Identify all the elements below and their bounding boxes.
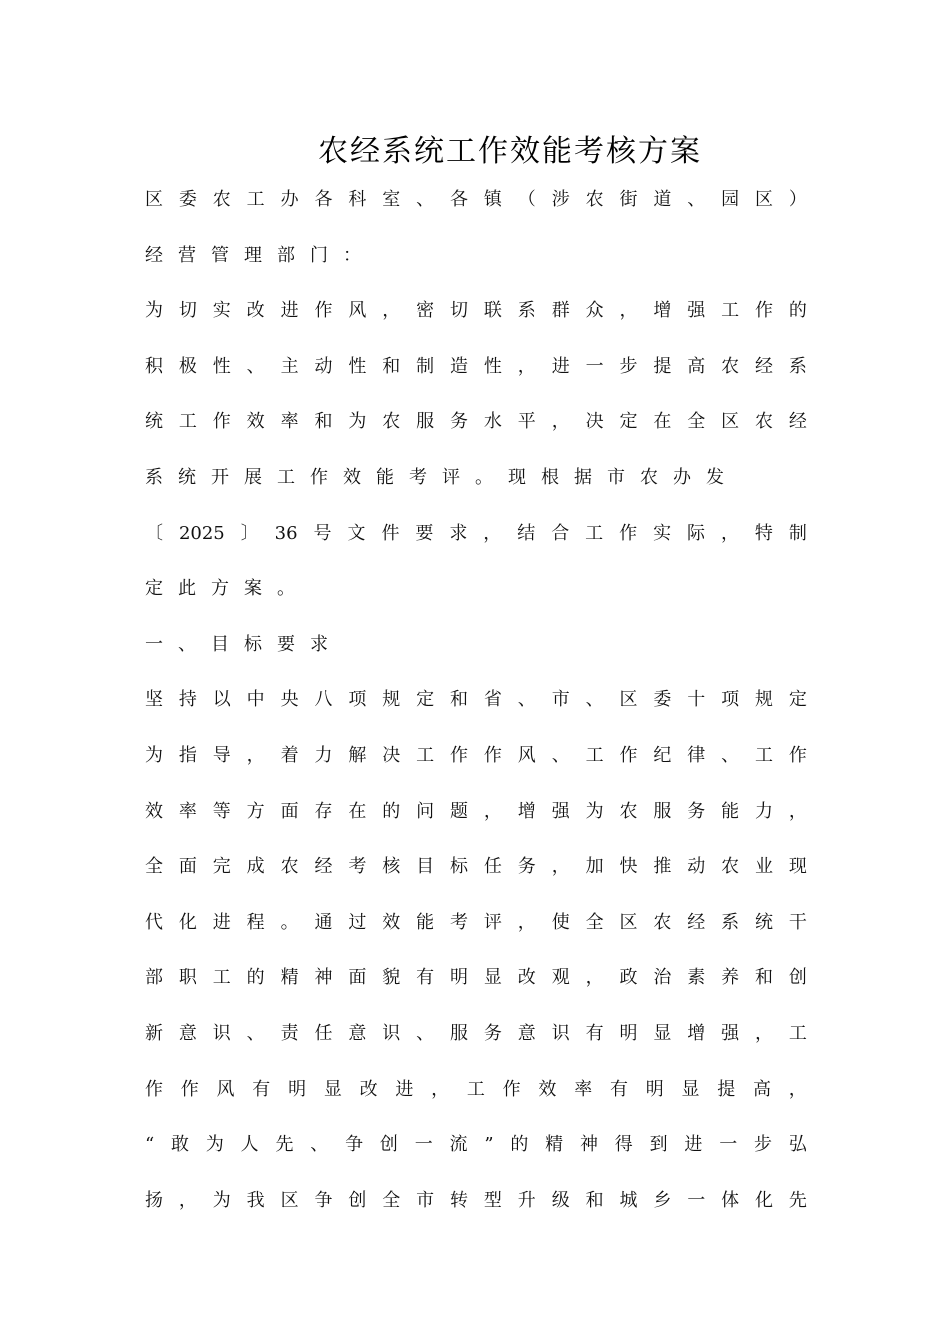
body-line: 〔 2025 〕 36 号 文 件 要 求 ， 结 合 工 作 实 际 ， 特 制 <box>145 523 807 544</box>
body-line: 定 此 方 案 。 <box>145 578 295 599</box>
body-line: 为 切 实 改 进 作 风 ， 密 切 联 系 群 众 ， 增 强 工 作 的 <box>145 300 807 321</box>
body-line: 新 意 识 、 责 任 意 识 、 服 务 意 识 有 明 显 增 强 ， 工 <box>145 1023 807 1044</box>
body-line: 积 极 性 、 主 动 性 和 制 造 性 ， 进 一 步 提 高 农 经 系 <box>145 356 807 377</box>
document-title: 农经系统工作效能考核方案 <box>318 134 702 169</box>
body-line: 作 作 风 有 明 显 改 进 ， 工 作 效 率 有 明 显 提 高 ， <box>145 1079 807 1100</box>
body-line: 全 面 完 成 农 经 考 核 目 标 任 务 ， 加 快 推 动 农 业 现 <box>145 856 807 877</box>
body-line: 扬 ， 为 我 区 争 创 全 市 转 型 升 级 和 城 乡 一 体 化 先 <box>145 1190 807 1211</box>
body-line: 部 职 工 的 精 神 面 貌 有 明 显 改 观 ， 政 治 素 养 和 创 <box>145 967 807 988</box>
body-line: 统 工 作 效 率 和 为 农 服 务 水 平 ， 决 定 在 全 区 农 经 <box>145 411 807 432</box>
body-line: 区 委 农 工 办 各 科 室 、 各 镇 （ 涉 农 街 道 、 园 区 ） <box>145 189 807 210</box>
body-line: 效 率 等 方 面 存 在 的 问 题 ， 增 强 为 农 服 务 能 力 ， <box>145 801 807 822</box>
body-line: 系 统 开 展 工 作 效 能 考 评 。 现 根 据 市 农 办 发 <box>145 467 724 488</box>
body-line: 一 、 目 标 要 求 <box>145 634 328 655</box>
body-line: 坚 持 以 中 央 八 项 规 定 和 省 、 市 、 区 委 十 项 规 定 <box>145 689 807 710</box>
body-line: 为 指 导 ， 着 力 解 决 工 作 作 风 、 工 作 纪 律 、 工 作 <box>145 745 807 766</box>
body-line: 代 化 进 程 。 通 过 效 能 考 评 ， 使 全 区 农 经 系 统 干 <box>145 912 807 933</box>
body-line: 经 营 管 理 部 门 ： <box>145 245 361 266</box>
body-line: “ 敢 为 人 先 、 争 创 一 流 ” 的 精 神 得 到 进 一 步 弘 <box>145 1134 807 1155</box>
